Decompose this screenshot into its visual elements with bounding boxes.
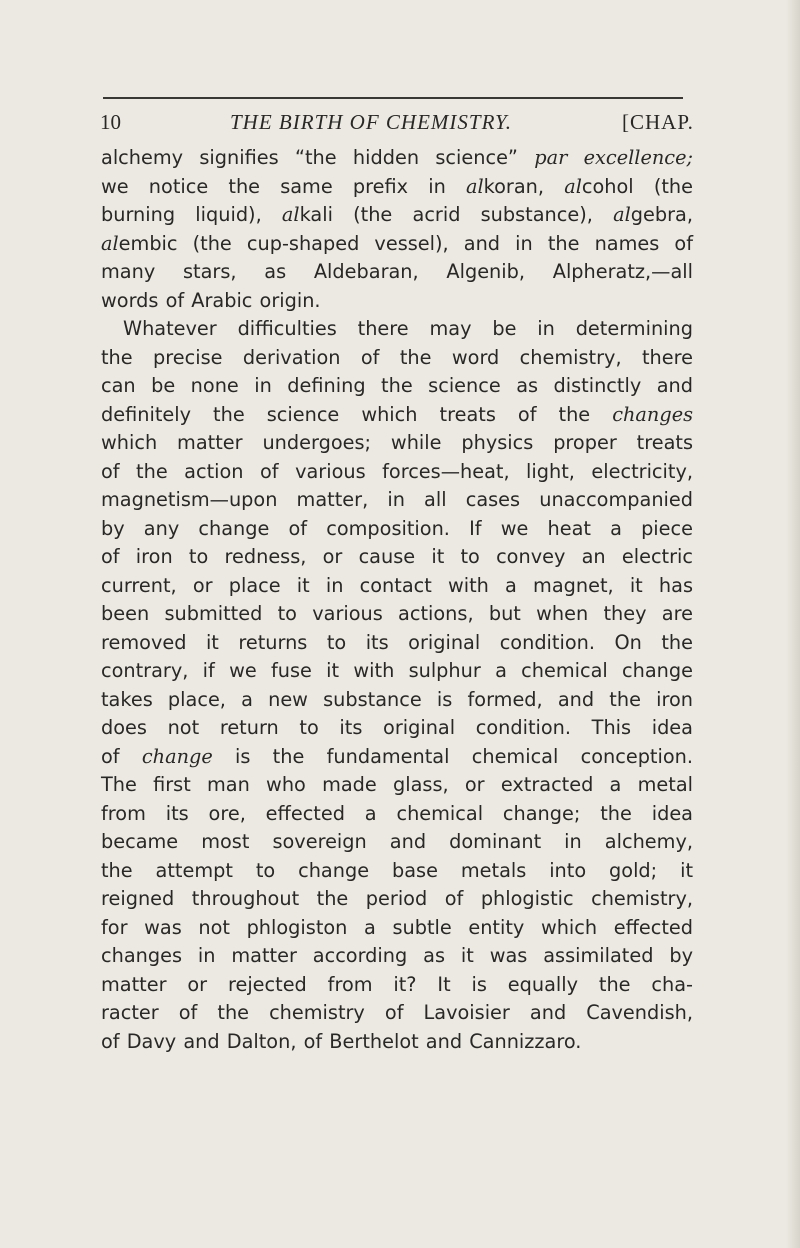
- text-run: embic (the cup-shaped vessel), and in the names of: [118, 231, 693, 255]
- text-run: many stars, as Aldebaran, Algenib, Alpheratz,—all: [101, 260, 693, 283]
- text-run: the attempt to change base metals into gold; it: [101, 858, 693, 882]
- text-run: contrary, if we fuse it with sulphur a chemical change: [101, 659, 693, 682]
- text-run: by any change of composition. If we heat a piece: [101, 516, 693, 540]
- text-run: the precise derivation of the word chemistry, there: [101, 345, 693, 369]
- text-run: magnetism—upon matter, in all cases unaccompanied: [101, 488, 693, 511]
- text-line: [101, 629, 693, 658]
- text-line: [101, 458, 693, 487]
- text-run: became most sovereign and dominant in alchemy,: [101, 830, 693, 853]
- page-edge-shadow: [786, 0, 800, 1248]
- text-run: is the fundamental chemical conception.: [212, 744, 693, 768]
- text-line: [101, 771, 693, 800]
- text-run: of the action of various forces—heat, light, electricity,: [101, 459, 693, 483]
- text-run: reigned throughout the period of phlogistic chemistry,: [101, 887, 693, 910]
- text-run: can be none in defining the science as distinctly and: [101, 374, 693, 397]
- text-line: [101, 429, 693, 458]
- text-line: [101, 144, 693, 173]
- text-line: [101, 743, 693, 772]
- text-line: [101, 914, 693, 943]
- text-line: [101, 287, 693, 316]
- text-run: matter or rejected from it? It is equally the cha-: [101, 972, 693, 996]
- text-run: which matter undergoes; while physics proper treats: [101, 431, 693, 454]
- text-line: [101, 600, 693, 629]
- text-line: [101, 486, 693, 515]
- text-line: [101, 714, 693, 743]
- text-line: [101, 828, 693, 857]
- text-line: [101, 401, 693, 430]
- text-line: [101, 657, 693, 686]
- header-rule: [103, 97, 683, 99]
- text-line: [101, 201, 693, 230]
- text-run: of: [101, 744, 142, 768]
- text-line: [101, 942, 693, 971]
- text-line: [101, 372, 693, 401]
- italic-text: al: [101, 231, 119, 255]
- text-line: [101, 999, 693, 1028]
- text-run: racter of the chemistry of Lavoisier and Cavendish,: [101, 1001, 693, 1024]
- text-run: of iron to redness, or cause it to convey an electric: [101, 545, 693, 568]
- text-line: [101, 572, 693, 601]
- italic-text: par excellence;: [534, 146, 693, 169]
- text-run: alchemy signifies “the hidden science”: [101, 146, 535, 169]
- text-line: [101, 800, 693, 829]
- text-run: koran,: [483, 174, 565, 198]
- text-line: [101, 686, 693, 715]
- text-run: removed it returns to its original condition. On the: [101, 630, 693, 654]
- italic-text: al: [281, 203, 300, 226]
- italic-text: al: [465, 174, 484, 198]
- chapter-label: [CHAP.: [622, 110, 694, 134]
- italic-text: change: [141, 744, 213, 768]
- text-run: burning liquid),: [101, 203, 282, 226]
- italic-text: changes: [612, 402, 693, 426]
- italic-text: al: [564, 174, 582, 198]
- text-run: words of Arabic origin.: [101, 288, 321, 312]
- text-line: [101, 543, 693, 572]
- text-line: [101, 1028, 693, 1057]
- running-title: THE BIRTH OF CHEMISTRY.: [230, 110, 513, 134]
- text-run: does not return to its original condition. This idea: [101, 716, 693, 739]
- text-run: of Davy and Dalton, of Berthelot and Cannizzaro.: [101, 1029, 582, 1053]
- text-run: kali (the acrid substance),: [299, 203, 614, 226]
- text-run: The first man who made glass, or extracted a metal: [101, 773, 693, 796]
- text-run: cohol (the: [581, 174, 693, 198]
- text-run: gebra,: [630, 203, 693, 226]
- running-header: [0, 110, 800, 140]
- text-line: [101, 258, 693, 287]
- text-run: for was not phlogiston a subtle entity which effected: [101, 915, 693, 939]
- text-line: [101, 230, 693, 259]
- page-number: 10: [100, 110, 121, 134]
- text-line: [101, 315, 693, 344]
- italic-text: al: [613, 203, 631, 226]
- text-line: [101, 173, 693, 202]
- text-run: changes in matter according as it was assimilated by: [101, 944, 693, 967]
- text-line: [101, 885, 693, 914]
- text-run: current, or place it in contact with a magnet, it has: [101, 573, 693, 597]
- text-run: Whatever difficulties there may be in determining: [123, 317, 693, 340]
- text-run: been submitted to various actions, but when they are: [101, 602, 693, 625]
- text-run: from its ore, effected a chemical change; the idea: [101, 801, 693, 825]
- text-run: definitely the science which treats of the: [101, 402, 613, 426]
- text-line: [101, 857, 693, 886]
- body-text: [101, 144, 693, 1056]
- text-run: takes place, a new substance is formed, and the iron: [101, 687, 693, 711]
- text-line: [101, 515, 693, 544]
- text-run: we notice the same prefix in: [101, 174, 466, 198]
- text-line: [101, 971, 693, 1000]
- text-line: [101, 344, 693, 373]
